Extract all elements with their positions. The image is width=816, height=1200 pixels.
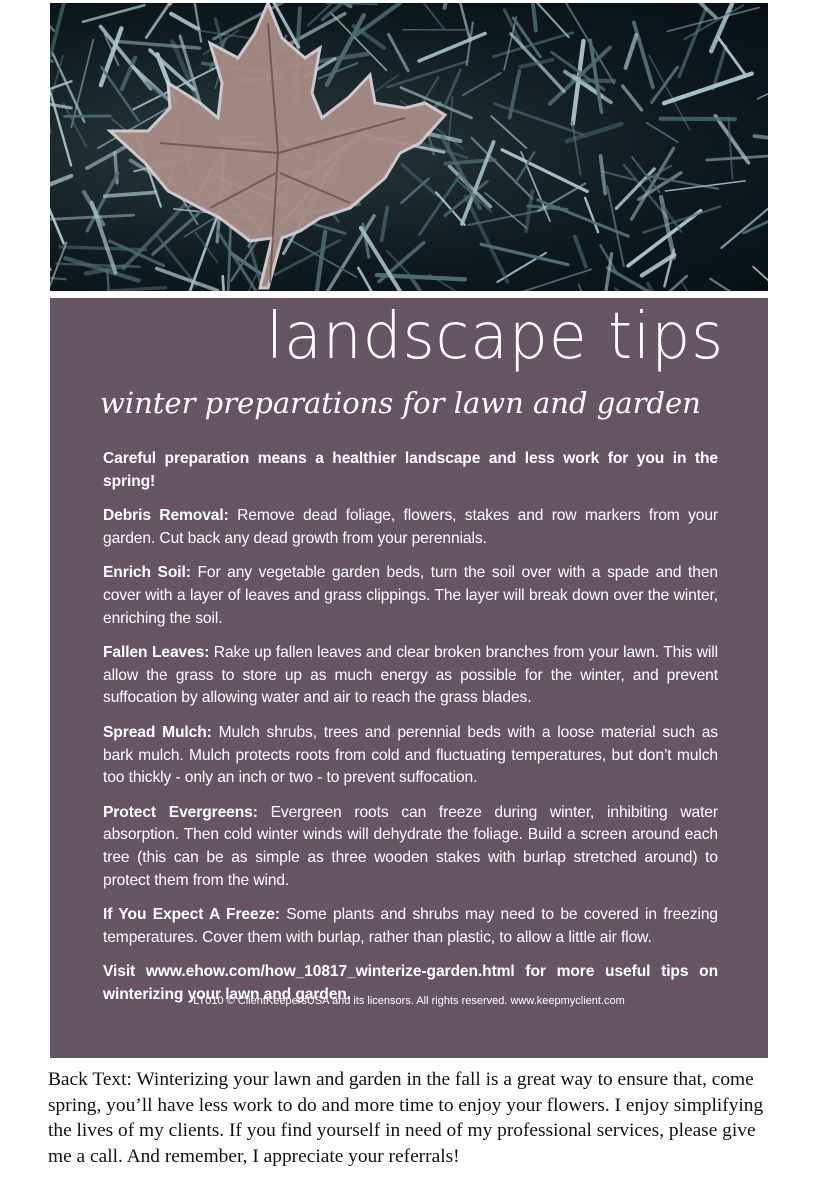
grass-blade (667, 8, 759, 32)
grass-blade (661, 119, 735, 120)
grass-blade (324, 216, 374, 291)
tips-panel (50, 298, 768, 1058)
grass-blade (665, 250, 674, 286)
grass-blade (685, 5, 744, 39)
grass-blade (648, 284, 665, 291)
intro-text: Careful preparation means a healthier landscape and less work for you in the spring! (103, 450, 718, 490)
grass-blade (436, 192, 465, 224)
grass-blade (92, 203, 116, 273)
page-title: landscape tips (265, 300, 724, 374)
tip-protect-evergreens (103, 802, 718, 892)
grass-blade (679, 9, 706, 77)
grass-blade (411, 3, 444, 29)
grass-blade (526, 191, 532, 231)
grass-blade (744, 214, 768, 233)
grass-blade (607, 186, 624, 266)
grass-blade (412, 279, 441, 291)
grass-blade (275, 240, 340, 275)
tip-text: Evergreen roots can freeze during winter, inhibiting water absorption. Then cold winter winds will dehydrate the foliage. Build a screen around each tree (this can be as simple as three wooden stakes with burlap stretched around) to protect them from the wind. (103, 803, 718, 889)
tip-term: Enrich Soil: (103, 564, 191, 582)
grass-blade (105, 192, 156, 196)
grass-blade (626, 35, 637, 68)
grass-blade (50, 90, 71, 166)
tip-freeze (103, 904, 718, 949)
grass-blade (754, 136, 768, 147)
tip-text: Mulch shrubs, trees and perennial beds with a loose material such as bark mulch. Mulch protects roots from cold and fluctuating temperatures, but don’t mulch too thickly - only an inch or two - to prevent suffocation. (103, 723, 719, 787)
tip-text: Some plants and shrubs may need to be covered in freezing temperatures. Cover them with burlap, rather than plastic, to allow a little air flow. (103, 906, 718, 946)
grass-blade (575, 237, 586, 267)
tip-term: If You Expect A Freeze: (103, 906, 280, 924)
tip-term: Debris Removal: (103, 507, 229, 525)
grass-blade (753, 267, 768, 291)
grass-blade (101, 67, 139, 121)
grass-blade (502, 150, 587, 192)
grass-blade (707, 155, 768, 160)
grass-blade (519, 3, 568, 37)
grass-blade (358, 268, 379, 291)
grass-blade (389, 35, 408, 71)
copyright-line: LT010 © ClientKeepersUSA and its licensors. All rights reserved. www.keepmyclient.com (193, 995, 625, 1007)
grass-blade (491, 116, 526, 148)
grass-blade (463, 73, 501, 95)
tip-debris-removal (103, 505, 718, 550)
grass-blade (647, 123, 678, 142)
grass-blade (71, 40, 93, 128)
grass-blade (60, 247, 146, 250)
grass-blade (585, 198, 598, 232)
grass-blade (196, 233, 218, 262)
grass-blade (445, 3, 459, 8)
grass-blade (579, 284, 607, 291)
grass-blade (50, 242, 67, 291)
grass-blade (572, 122, 580, 175)
grass-blade (495, 104, 583, 135)
grass-blade (623, 86, 642, 110)
grass-blade (728, 117, 732, 179)
grass-blade (87, 146, 127, 168)
grass-blade (109, 288, 166, 291)
tip-term: Fallen Leaves: (103, 644, 210, 662)
grass-blade (326, 3, 377, 4)
grass-blade (634, 22, 653, 87)
grass-blade (50, 176, 71, 197)
grass-blade (531, 3, 536, 31)
grass-blade (721, 192, 768, 248)
grass-blade (758, 74, 769, 99)
grass-blade (146, 3, 195, 37)
tip-term: Protect Evergreens: (103, 803, 258, 821)
tip-fallen-leaves (103, 642, 718, 710)
back-text: Back Text: Winterizing your lawn and garden in the fall is a great way to ensure that, come spring, you’ll have less work to do and more time to enjoy your flowers. I enjoy simplifying the lives of my clients. If you find yourself in need of my professional services, please give me a call. And remember, I appreciate your referrals! (48, 1069, 764, 1167)
grass-blade (680, 3, 716, 17)
tip-term: Spread Mulch: (103, 723, 212, 741)
grass-blade (419, 34, 485, 61)
grass-blade (228, 228, 231, 291)
tips-body (103, 448, 718, 1018)
grass-blade (171, 14, 198, 29)
grass-blade (615, 289, 662, 292)
grass-blade (190, 3, 202, 42)
grass-blade (465, 196, 507, 281)
grass-blade (664, 74, 752, 104)
grass-blade (601, 156, 606, 193)
grass-blade (50, 3, 54, 31)
grass-blade (83, 5, 144, 22)
grass-blade (402, 165, 437, 196)
visit-link-text[interactable]: Visit www.ehow.com/how_10817_winterize-garden.html for more useful tips on winterizing your lawn and garden. (103, 963, 718, 1003)
grass-blade (382, 208, 388, 241)
grass-blade (64, 104, 87, 147)
grass-blade (448, 97, 453, 151)
grass-blade (710, 279, 768, 291)
grass-blade (504, 17, 516, 70)
tip-enrich-soil (103, 562, 718, 630)
grass-blade (312, 232, 325, 291)
grass-blade (505, 269, 591, 291)
page-subtitle: winter preparations for lawn and garden (100, 386, 701, 420)
grass-blade (446, 3, 471, 41)
maple-leaf-icon (50, 3, 768, 291)
grass-blade (170, 3, 224, 4)
grass-blade (565, 72, 611, 103)
tip-text: Rake up fallen leaves and clear broken branches from your lawn. This will allow the grass to store up as much energy as possible for the winter, and prevent suffocation by allowing water and air to reach the grass blades. (103, 644, 718, 707)
grass-blade (118, 42, 200, 49)
tip-spread-mulch (103, 722, 718, 790)
grass-blade (682, 282, 721, 291)
tip-text: Remove dead foliage, flowers, stakes and row markers from your garden. Cut back any dead growth from your perennials. (103, 507, 719, 547)
grass-blade (402, 179, 429, 203)
tip-text: For any vegetable garden beds, turn the soil over with a spade and then cover with a layer of leaves and grass clippings. The layer will break down over the winter, enriching the soil. (103, 564, 718, 627)
grass-blade (643, 206, 720, 232)
frosted-leaf-photo (50, 3, 768, 291)
grass-blade (327, 15, 364, 85)
